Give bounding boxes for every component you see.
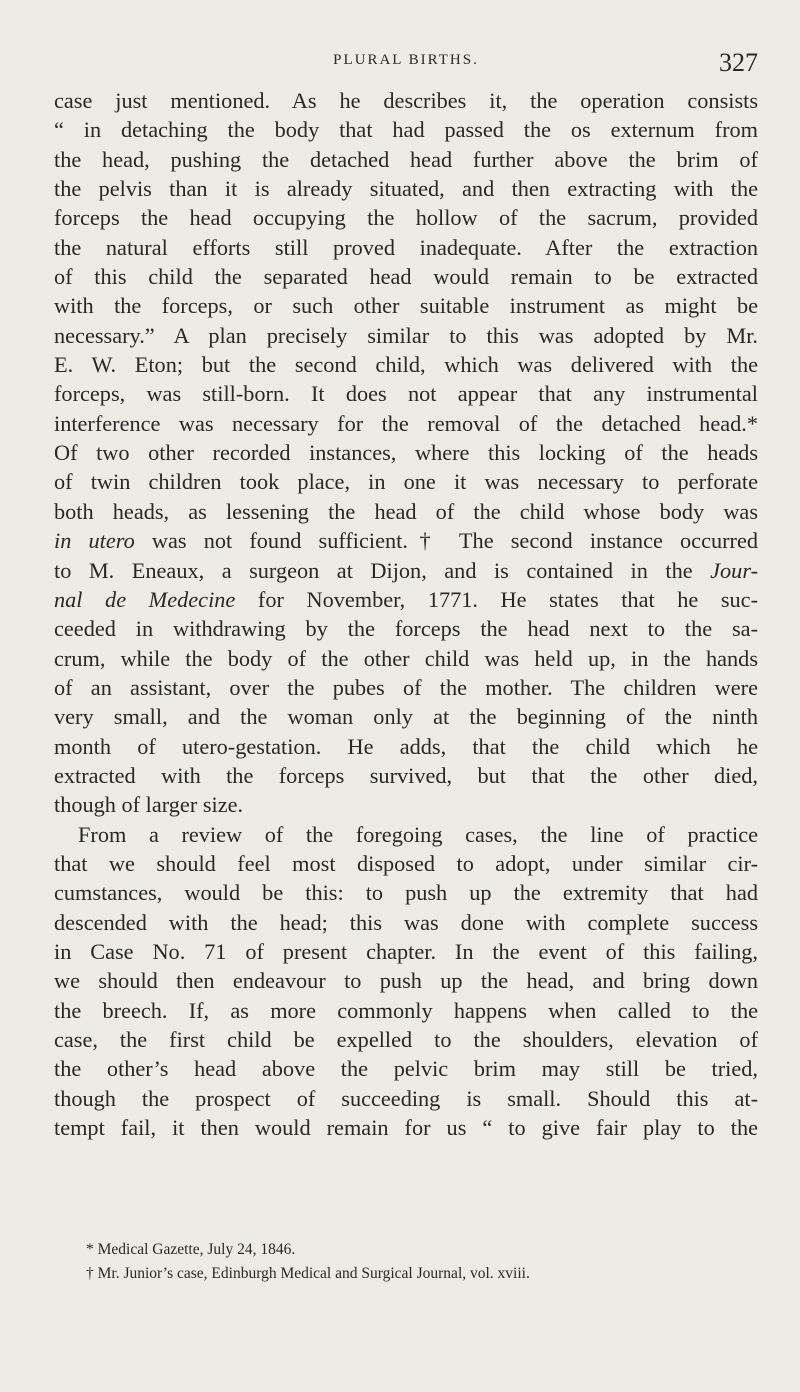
journal-title: nal de Medecine	[54, 586, 236, 612]
text-line: case just mentioned. As he describes it, the operation consists	[54, 88, 758, 113]
text-line: very small, and the woman only at the beginning of the ninth	[54, 704, 758, 730]
text-line: crum, while the body of the other child was held up, in the hands	[54, 645, 758, 671]
text-line: the natural efforts still proved inadequate. After the extraction	[54, 234, 758, 260]
footnotes	[86, 1238, 758, 1286]
text-line: necessary.” A plan precisely similar to this was adopted by Mr.	[54, 322, 758, 348]
page-number: 327	[719, 48, 758, 77]
text-line: of this child the separated head would remain to be extracted	[54, 264, 758, 290]
text-line: tempt fail, it then would remain for us “ to give fair play to the	[54, 1115, 758, 1141]
italic-phrase: in utero	[54, 528, 135, 554]
journal-title: Jour-	[710, 557, 758, 583]
text-line: the other’s head above the pelvic brim may still be tried,	[54, 1056, 758, 1082]
text-fragment: to M. Eneaux, a surgeon at Dijon, and is contained in the	[54, 557, 711, 583]
text-line: month of utero-gestation. He adds, that the child which he	[54, 733, 758, 759]
text-line: of twin children took place, in one it was necessary to perforate	[54, 469, 758, 495]
text-line: Of two other recorded instances, where this locking of the heads	[54, 440, 758, 466]
text-line: case, the first child be expelled to the shoulders, elevation of	[54, 1027, 758, 1052]
text-line: in Case No. 71 of present chapter. In the event of this failing,	[54, 938, 758, 964]
text-line: ceeded in withdrawing by the forceps the head next to the sa-	[54, 616, 758, 642]
running-title: PLURAL BIRTHS.	[333, 52, 479, 68]
text-line: cumstances, would be this: to push up the extremity that had	[54, 880, 758, 906]
text-line: we should then endeavour to push up the head, and bring down	[54, 968, 758, 994]
text-line: forceps the head occupying the hollow of the sacrum, provided	[54, 205, 758, 231]
text-line: though the prospect of succeeding is small. Should this at-	[54, 1085, 758, 1111]
text-line: extracted with the forceps survived, but that the other died,	[54, 762, 758, 788]
text-line: forceps, was still-born. It does not appear that any instrumental	[54, 381, 758, 407]
text-line: that we should feel most disposed to adopt, under similar cir-	[54, 850, 758, 876]
text-line	[54, 526, 758, 555]
text-line: with the forceps, or such other suitable instrument as might be	[54, 293, 758, 319]
text-line: the head, pushing the detached head further above the brim of	[54, 146, 758, 172]
text-line: E. W. Eton; but the second child, which was delivered with the	[54, 352, 758, 378]
text-line: of an assistant, over the pubes of the mother. The children were	[54, 674, 758, 700]
text-fragment: for November, 1771. He states that he suc-	[235, 586, 758, 612]
text-fragment: was not found sufficient.† The second instance occurred	[134, 528, 758, 554]
text-line: descended with the head; this was done with complete success	[54, 909, 758, 935]
paragraph-start-line: From a review of the foregoing cases, the line of practice	[78, 821, 758, 847]
text-line: the breech. If, as more commonly happens when called to the	[54, 997, 758, 1023]
text-line	[54, 556, 758, 585]
footnote: † Mr. Junior’s case, Edinburgh Medical and Surgical Journal, vol. xviii.	[86, 1265, 530, 1282]
body-text	[54, 86, 758, 1142]
text-line: the pelvis than it is already situated, and then extracting with the	[54, 176, 758, 202]
text-line: though of larger size.	[54, 792, 244, 818]
text-line: “ in detaching the body that had passed the os externum from	[54, 117, 758, 143]
footnote: * Medical Gazette, July 24, 1846.	[86, 1241, 296, 1258]
text-line: both heads, as lessening the head of the child whose body was	[54, 498, 758, 524]
text-line: interference was necessary for the removal of the detached head.*	[54, 410, 758, 436]
text-line	[54, 585, 758, 614]
running-head	[54, 48, 758, 78]
